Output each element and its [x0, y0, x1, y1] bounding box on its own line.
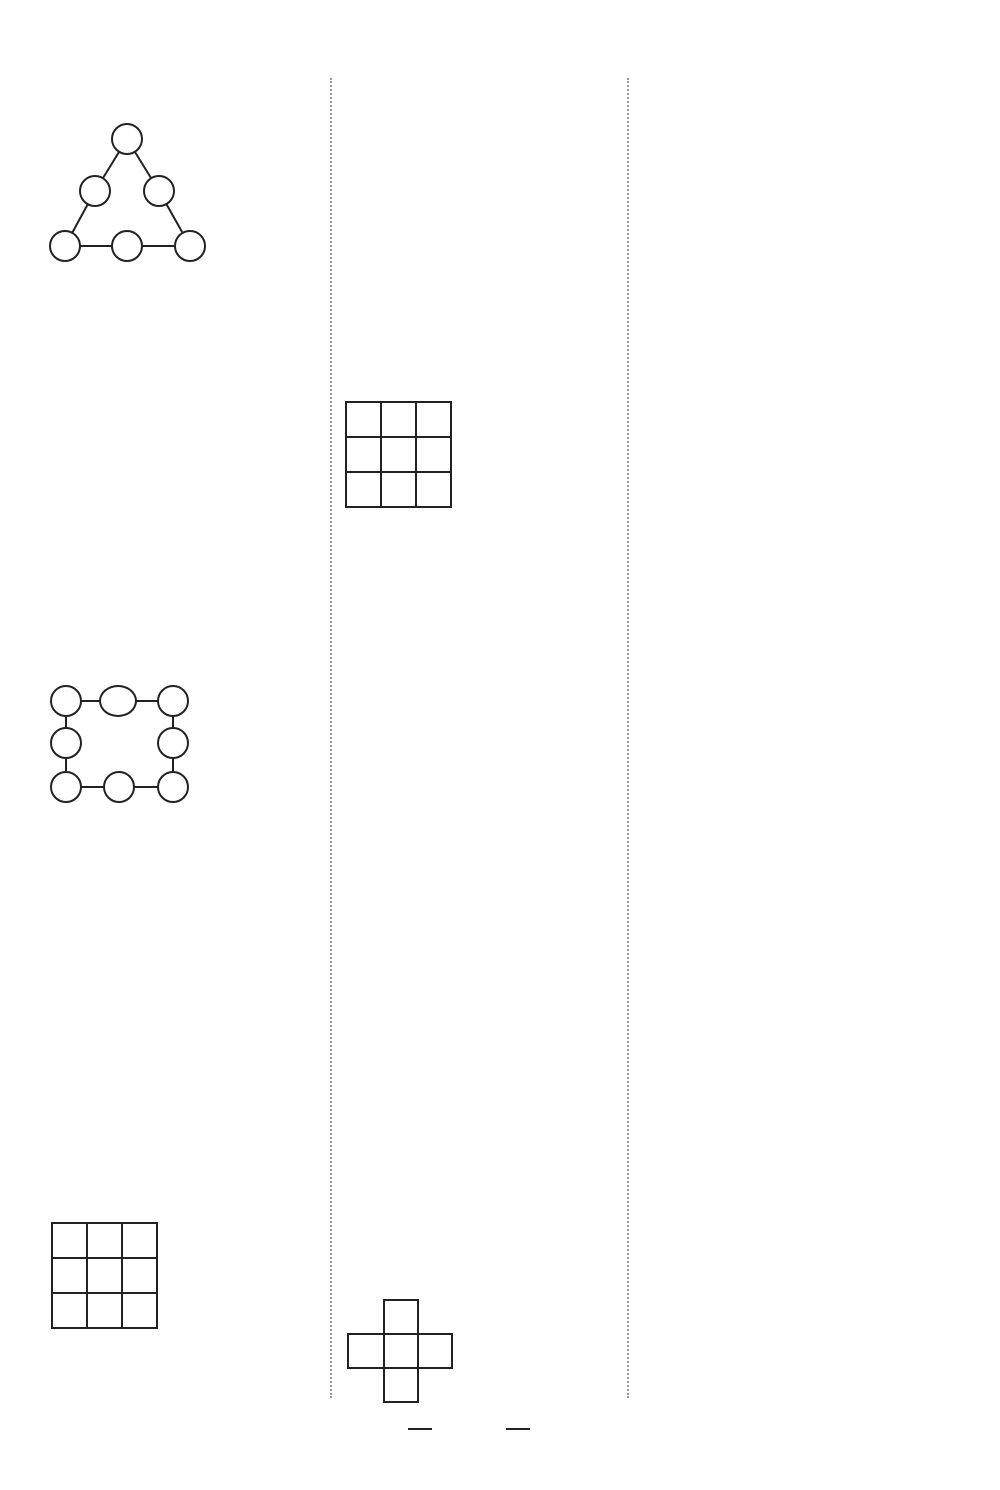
grid-cell [381, 402, 416, 437]
grid-cell [122, 1223, 157, 1258]
grid-cell [346, 472, 381, 507]
grid-cell [122, 1258, 157, 1293]
footer-dash [506, 1428, 530, 1430]
circle-node [79, 175, 111, 207]
circle-node [157, 685, 189, 717]
grid-cell [416, 402, 451, 437]
grid-cell [52, 1258, 87, 1293]
cross-cell [417, 1333, 453, 1369]
circle-node [50, 685, 82, 717]
circle-node [99, 685, 137, 717]
grid-cell [381, 437, 416, 472]
circle-node [49, 230, 81, 262]
grid-cell [52, 1293, 87, 1328]
circle-node [50, 727, 82, 759]
grid-cell [87, 1258, 122, 1293]
circle-node [157, 771, 189, 803]
circle-node [103, 771, 135, 803]
magic-square [345, 401, 452, 508]
grid-cell [346, 402, 381, 437]
grid-cell [416, 437, 451, 472]
circle-node [50, 771, 82, 803]
grid-cell [122, 1293, 157, 1328]
column-divider-2 [627, 78, 629, 1398]
cross-cell [383, 1333, 419, 1369]
grid-cell [87, 1293, 122, 1328]
circle-node [157, 727, 189, 759]
circle-node [111, 230, 143, 262]
grid-cell [87, 1223, 122, 1258]
cross-cell [383, 1367, 419, 1403]
circle-node [174, 230, 206, 262]
circle-node [111, 123, 143, 155]
grid-cell [346, 437, 381, 472]
grid-cell [381, 472, 416, 507]
number-grid [51, 1222, 158, 1329]
circle-node [143, 175, 175, 207]
cross-cell [347, 1333, 385, 1369]
column-divider-1 [330, 78, 332, 1398]
cross-cell [383, 1299, 419, 1335]
grid-cell [416, 472, 451, 507]
footer-dash [408, 1428, 432, 1430]
grid-cell [52, 1223, 87, 1258]
